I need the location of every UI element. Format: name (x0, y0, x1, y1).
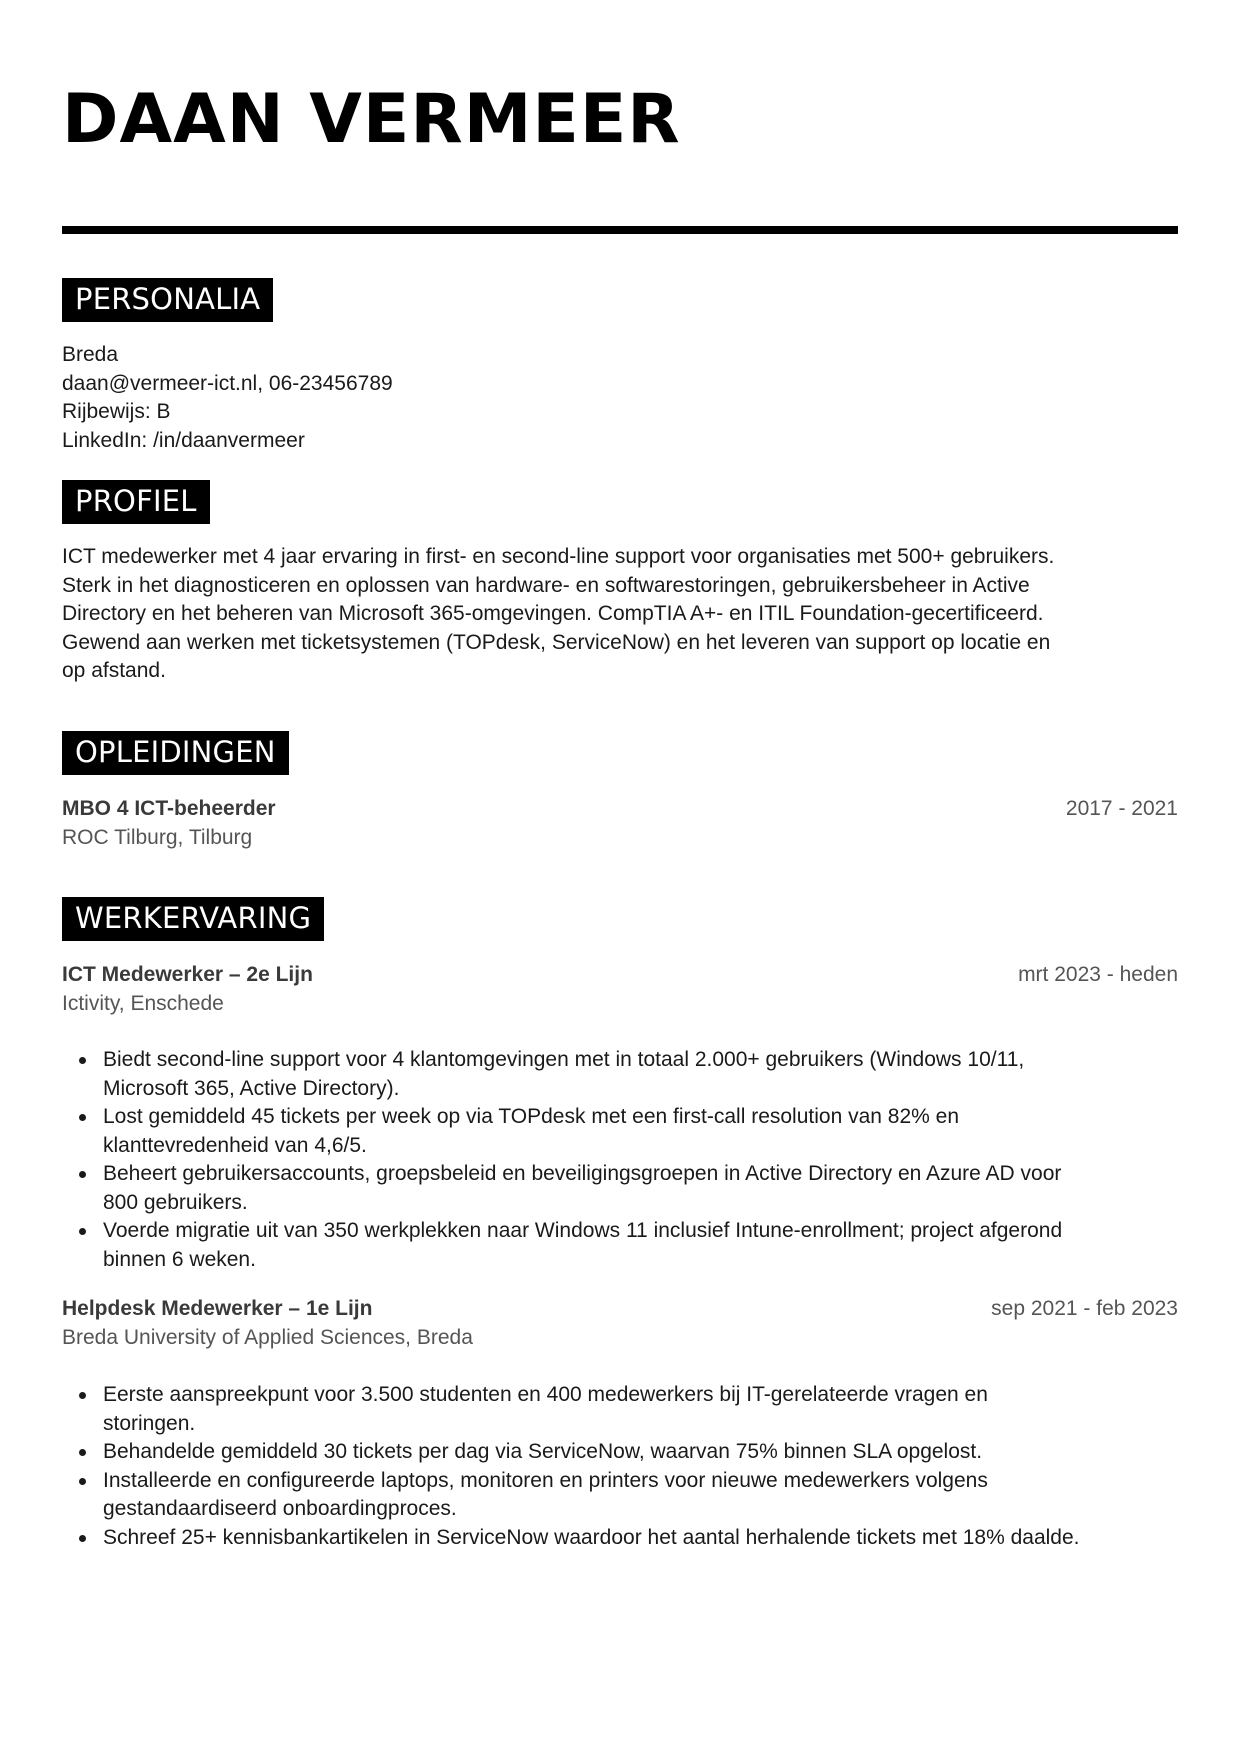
bullet-line: Voerde migratie uit van 350 werkplekken naar Windows 11 inclusief Intune-enrollment; project afgerond (103, 1219, 1063, 1242)
bullet-line: 800 gebruikers. (103, 1190, 248, 1214)
job-bullet (103, 1160, 1178, 1217)
job-bullets (62, 1381, 1178, 1552)
job-period: mrt 2023 - heden (1018, 963, 1178, 986)
job-bullet (103, 1381, 1178, 1438)
education-header (62, 795, 1178, 824)
bullet-line: Installeerde en configureerde laptops, monitoren en printers voor nieuwe medewerkers volgens (103, 1468, 988, 1492)
personalia-license: Rijbewijs: B (62, 400, 171, 423)
profile-line: ICT medewerker met 4 jaar ervaring in first- en second-line support voor organisaties met 500+ gebruikers. (62, 545, 1055, 568)
profile-summary (62, 543, 1178, 686)
personalia-linkedin: LinkedIn: /in/daanvermeer (62, 428, 305, 452)
job-bullet (103, 1046, 1178, 1103)
job-bullet (103, 1438, 1178, 1467)
header-divider (62, 226, 1178, 234)
education-item (62, 795, 1178, 852)
bullet-line: Schreef 25+ kennisbankartikelen in ServiceNow waardoor het aantal herhalende tickets met 18% daalde. (103, 1525, 1080, 1549)
job-title: ICT Medewerker – 2e Lijn (62, 963, 313, 986)
bullet-line: Biedt second-line support voor 4 klantomgevingen met in totaal 2.000+ gebruikers (Windows 10/11, (103, 1048, 1025, 1071)
job-employer: Breda University of Applied Sciences, Breda (62, 1325, 473, 1349)
job-header (62, 961, 1178, 990)
bullet-line: Beheert gebruikersaccounts, groepsbeleid en beveiligingsgroepen in Active Directory en Azure AD voor (103, 1162, 1062, 1185)
bullet-line: klanttevredenheid van 4,6/5. (103, 1133, 367, 1157)
job-bullet (103, 1524, 1178, 1553)
job-bullet (103, 1217, 1178, 1274)
personalia-block (62, 341, 1178, 455)
job-item (62, 961, 1178, 1274)
bullet-line: storingen. (103, 1411, 196, 1435)
section-heading-personalia: PERSONALIA (62, 278, 273, 322)
profile-line: Gewend aan werken met ticketsystemen (TOPdesk, ServiceNow) en het leveren van support op locatie en (62, 630, 1051, 654)
job-period: sep 2021 - feb 2023 (991, 1297, 1178, 1320)
job-header (62, 1295, 1178, 1324)
section-heading-werkervaring: WERKERVARING (62, 897, 324, 941)
education-institution: ROC Tilburg, Tilburg (62, 825, 253, 849)
personalia-city: Breda (62, 343, 119, 366)
section-heading-profiel: PROFIEL (62, 480, 210, 524)
bullet-line: Microsoft 365, Active Directory). (103, 1076, 400, 1100)
profile-line: op afstand. (62, 659, 166, 682)
job-bullet (103, 1467, 1178, 1524)
bullet-line: Lost gemiddeld 45 tickets per week op via TOPdesk met een first-call resolution van 82% en (103, 1105, 960, 1128)
job-title: Helpdesk Medewerker – 1e Lijn (62, 1297, 373, 1320)
bullet-line: binnen 6 weken. (103, 1247, 256, 1271)
bullet-line: Eerste aanspreekpunt voor 3.500 studenten en 400 medewerkers bij IT-gerelateerde vragen en (103, 1383, 988, 1406)
profile-line: Sterk in het diagnosticeren en oplossen van hardware- en softwarestoringen, gebruikersbeheer in Active (62, 573, 1030, 597)
education-title: MBO 4 ICT-beheerder (62, 797, 276, 820)
job-employer: Ictivity, Enschede (62, 991, 224, 1015)
candidate-name: DAAN VERMEER (62, 80, 681, 159)
job-bullet (103, 1103, 1178, 1160)
education-period: 2017 - 2021 (1065, 797, 1178, 820)
bullet-line: gestandaardiseerd onboardingproces. (103, 1497, 457, 1520)
job-bullets (62, 1046, 1178, 1274)
profile-line: Directory en het beheren van Microsoft 365-omgevingen. CompTIA A+- en ITIL Foundation-gecertificeerd. (62, 602, 1044, 625)
personalia-contact: daan@vermeer-ict.nl, 06-23456789 (62, 371, 393, 395)
job-item (62, 1295, 1178, 1552)
bullet-line: Behandelde gemiddeld 30 tickets per dag via ServiceNow, waarvan 75% binnen SLA opgelost. (103, 1440, 983, 1463)
section-heading-opleidingen: OPLEIDINGEN (62, 731, 289, 775)
